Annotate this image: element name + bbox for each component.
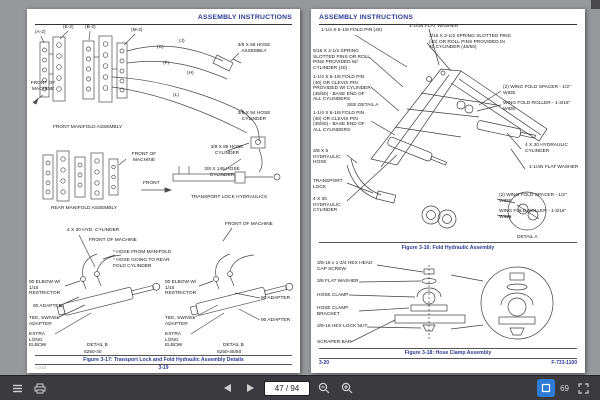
label-cylinder-left: 4 X 30 HYDRAULIC CYLINDER bbox=[313, 197, 341, 214]
callout-c: (C) bbox=[157, 45, 164, 50]
label-tee-swivel-2: TEE, SWIVEL ADAPTER bbox=[165, 316, 195, 327]
callout-l: (L) bbox=[173, 93, 179, 98]
label-front-manifold: FRONT MANIFOLD ASSEMBLY bbox=[53, 125, 123, 130]
zoom-in-button[interactable] bbox=[338, 379, 356, 397]
label-cylinder-right: 4 X 30 HYDRAULIC CYLINDER bbox=[525, 143, 568, 154]
label-front-of-machine-3: FRONT OF MACHINE bbox=[89, 238, 137, 243]
label-front-of-machine-4: FRONT OF MACHINE bbox=[225, 222, 273, 227]
label-hose-clamp-bracket: HOSE CLAMP BRACKET bbox=[317, 306, 349, 317]
label-extra-long-elbow-2: EXTRA LONG ELBOW bbox=[165, 332, 183, 349]
page-header: ASSEMBLY INSTRUCTIONS bbox=[319, 14, 414, 21]
label-see-detail-a: SEE DETAIL A bbox=[347, 103, 379, 108]
callout-b2: (B-2) bbox=[85, 25, 96, 30]
label-hex-cap-screw: 3/8-16 x 1-3/4 HEX HEAD CAP SCREW bbox=[317, 261, 373, 272]
label-wing-fold-spacer-2: (2) WING FOLD SPACER - 1/2" WIDE bbox=[499, 193, 567, 204]
zoom-in-icon bbox=[341, 382, 353, 394]
figure-3-17-caption: Figure 3-17: Transport Lock and Fold Hydraulic Assembly Details bbox=[83, 357, 244, 363]
label-90-adapter-1: 90 ADAPTER bbox=[33, 304, 63, 309]
figure-3-18-caption: Figure 3-18: Hose Clamp Assembly bbox=[404, 350, 492, 356]
zoom-out-icon bbox=[318, 382, 330, 394]
label-hose-from-manifold: * HOSE FROM MANIFOLD bbox=[113, 250, 172, 255]
label-cylinder-4x30: 4 X 30 HYD. CYLINDER bbox=[67, 228, 120, 233]
label-hex-lock-nut: 3/8-16 HEX LOCK NUT bbox=[317, 324, 368, 329]
label-flat-washer-38: 3/8 FLAT WASHER bbox=[317, 279, 359, 284]
callout-j: (J) bbox=[179, 39, 185, 44]
label-scraper-bar: SCRAPER BAR bbox=[317, 340, 352, 345]
label-detail-b2: DETAIL B bbox=[223, 343, 244, 348]
fullscreen-button[interactable] bbox=[574, 379, 592, 397]
label-wing-fold-roller-2: WING FOLD ROLLER - 1-3/16" WIDE bbox=[499, 209, 567, 220]
label-detail-b1: DETAIL B bbox=[87, 343, 108, 348]
fullscreen-icon bbox=[578, 383, 589, 394]
fit-page-button[interactable] bbox=[537, 379, 555, 397]
label-front-arrow: FRONT bbox=[143, 181, 160, 186]
page-number-left: 3-19 bbox=[158, 365, 169, 371]
figure-3-18-rule bbox=[319, 348, 577, 349]
label-detail-a: DETAIL A bbox=[517, 235, 538, 240]
next-page-button[interactable] bbox=[241, 379, 259, 397]
previous-arrow-icon bbox=[223, 383, 232, 393]
label-hose-94: 3/8 X 94 HOSE CYLINDER bbox=[237, 111, 271, 122]
label-transport-lock: TRANSPORT LOCK bbox=[313, 179, 343, 190]
callout-h: (H) bbox=[187, 71, 194, 76]
previous-page-button[interactable] bbox=[218, 379, 236, 397]
label-hydraulic-hose: 3/8 X 6 HYDRAULIC HOSE bbox=[313, 149, 341, 166]
label-rear-manifold: REAR MANIFOLD ASSEMBLY bbox=[51, 206, 118, 211]
footer-rule bbox=[319, 358, 577, 359]
figure-3-16-caption: Figure 3-16: Fold Hydraulic Assembly bbox=[401, 245, 495, 251]
pdf-toolbar bbox=[0, 375, 600, 400]
figure-3-16-rule bbox=[319, 242, 577, 243]
label-90-adapter-3: 90 ADAPTER bbox=[261, 318, 291, 323]
label-front-of-machine-1: FRONT OF MACHINE bbox=[30, 81, 56, 92]
label-hose-56: 3/8 X 56 HOSE ASSEMBLY bbox=[237, 43, 271, 54]
next-arrow-icon bbox=[246, 383, 255, 393]
label-90-adapter-2: 90 ADAPTER bbox=[261, 296, 291, 301]
label-detail-b1-number: 6250-40 bbox=[84, 350, 102, 355]
label-hose-to-rear-fold: * HOSE GOING TO REAR FOLD CYLINDER bbox=[113, 258, 170, 269]
label-hose-146: 3/8 X 146 HOSE CYLINDER bbox=[204, 167, 240, 178]
zoom-level: 69 bbox=[560, 383, 569, 393]
copyright-text: © 2003 bbox=[35, 366, 47, 370]
label-wing-fold-spacer-1: (2) WING FOLD SPACER - 1/2" WIDE bbox=[503, 85, 571, 96]
label-flat-washer-right: 1-1/4N FLAT WASHER bbox=[529, 165, 579, 170]
label-fold-pin-clevis-2: 1-1/4 X 6-1/8 FOLD PIN (40) OR CLEVIS PIN (45/50) - BASE END OF ALL CYLINDERS bbox=[313, 111, 365, 133]
label-tee-swivel-1: TEE, SWIVEL ADAPTER bbox=[29, 316, 59, 327]
callout-e2: (E-2) bbox=[63, 25, 74, 30]
print-icon bbox=[34, 383, 46, 394]
label-hose-86: 3/8 X 86 HOSE CYLINDER bbox=[210, 145, 244, 156]
scrollbar-corner[interactable] bbox=[591, 0, 600, 9]
callout-f: (F) bbox=[163, 61, 170, 66]
menu-icon bbox=[12, 383, 23, 394]
label-front-of-machine-2: FRONT OF MACHINE bbox=[131, 152, 157, 163]
label-fold-pin-clevis-1: 1-1/4 X 6-1/8 FOLD PIN (40) OR CLEVIS PIN PROVIDED W/ CYLINDER (45/50) - BASE END OF ALL CYLINDERS bbox=[313, 75, 371, 103]
page-number-input[interactable] bbox=[264, 381, 310, 396]
callout-a2: (A-2) bbox=[35, 30, 46, 35]
label-flat-washer-top: 1-1/4N FLAT WASHER bbox=[409, 24, 459, 29]
page-right bbox=[311, 9, 585, 373]
caption-rule bbox=[35, 355, 292, 356]
label-spring-pins-left: 5/16 X 2-1/2 SPRING SLOTTED PINS OR ROLL PINS PROVIDED W/ CYLINDER (40) bbox=[313, 49, 370, 71]
label-elbow-restrictor-1: 90 ELBOW W/ 1/16 RESTRICTOR bbox=[29, 280, 61, 297]
label-spring-pins-right: 3/16 X 2-1/2 SPRING SLOTTED PINS (40) OR ROLL PINS PROVIDED IN 40 CYLINDER (45/50) bbox=[429, 34, 511, 51]
label-hose-clamp: HOSE CLAMP bbox=[317, 293, 349, 298]
zoom-out-button[interactable] bbox=[315, 379, 333, 397]
label-transport-lock-hydraulics: TRANSPORT LOCK HYDRAULICS bbox=[190, 195, 268, 200]
label-fold-pin-top: 1-1/4 X 6-1/8 FOLD PIN (40) bbox=[321, 28, 383, 33]
page-number-right: 3-20 bbox=[319, 360, 330, 366]
page-header: ASSEMBLY INSTRUCTIONS bbox=[197, 14, 292, 21]
label-extra-long-elbow-1: EXTRA LONG ELBOW bbox=[29, 332, 47, 349]
label-wing-fold-roller-1: WING FOLD ROLLER - 1-3/16" WIDE bbox=[503, 101, 571, 112]
callout-m2: (M-2) bbox=[131, 28, 143, 33]
label-detail-b2-number: 6250-45/50 bbox=[217, 350, 242, 355]
label-elbow-restrictor-2: 90 ELBOW W/ 1/16 RESTRICTOR bbox=[165, 280, 197, 297]
sidebar-toggle-button[interactable] bbox=[8, 379, 26, 397]
print-button[interactable] bbox=[31, 379, 49, 397]
page-left bbox=[27, 9, 300, 373]
fit-page-icon bbox=[541, 383, 551, 393]
document-number: F-733-1100 bbox=[551, 360, 577, 366]
